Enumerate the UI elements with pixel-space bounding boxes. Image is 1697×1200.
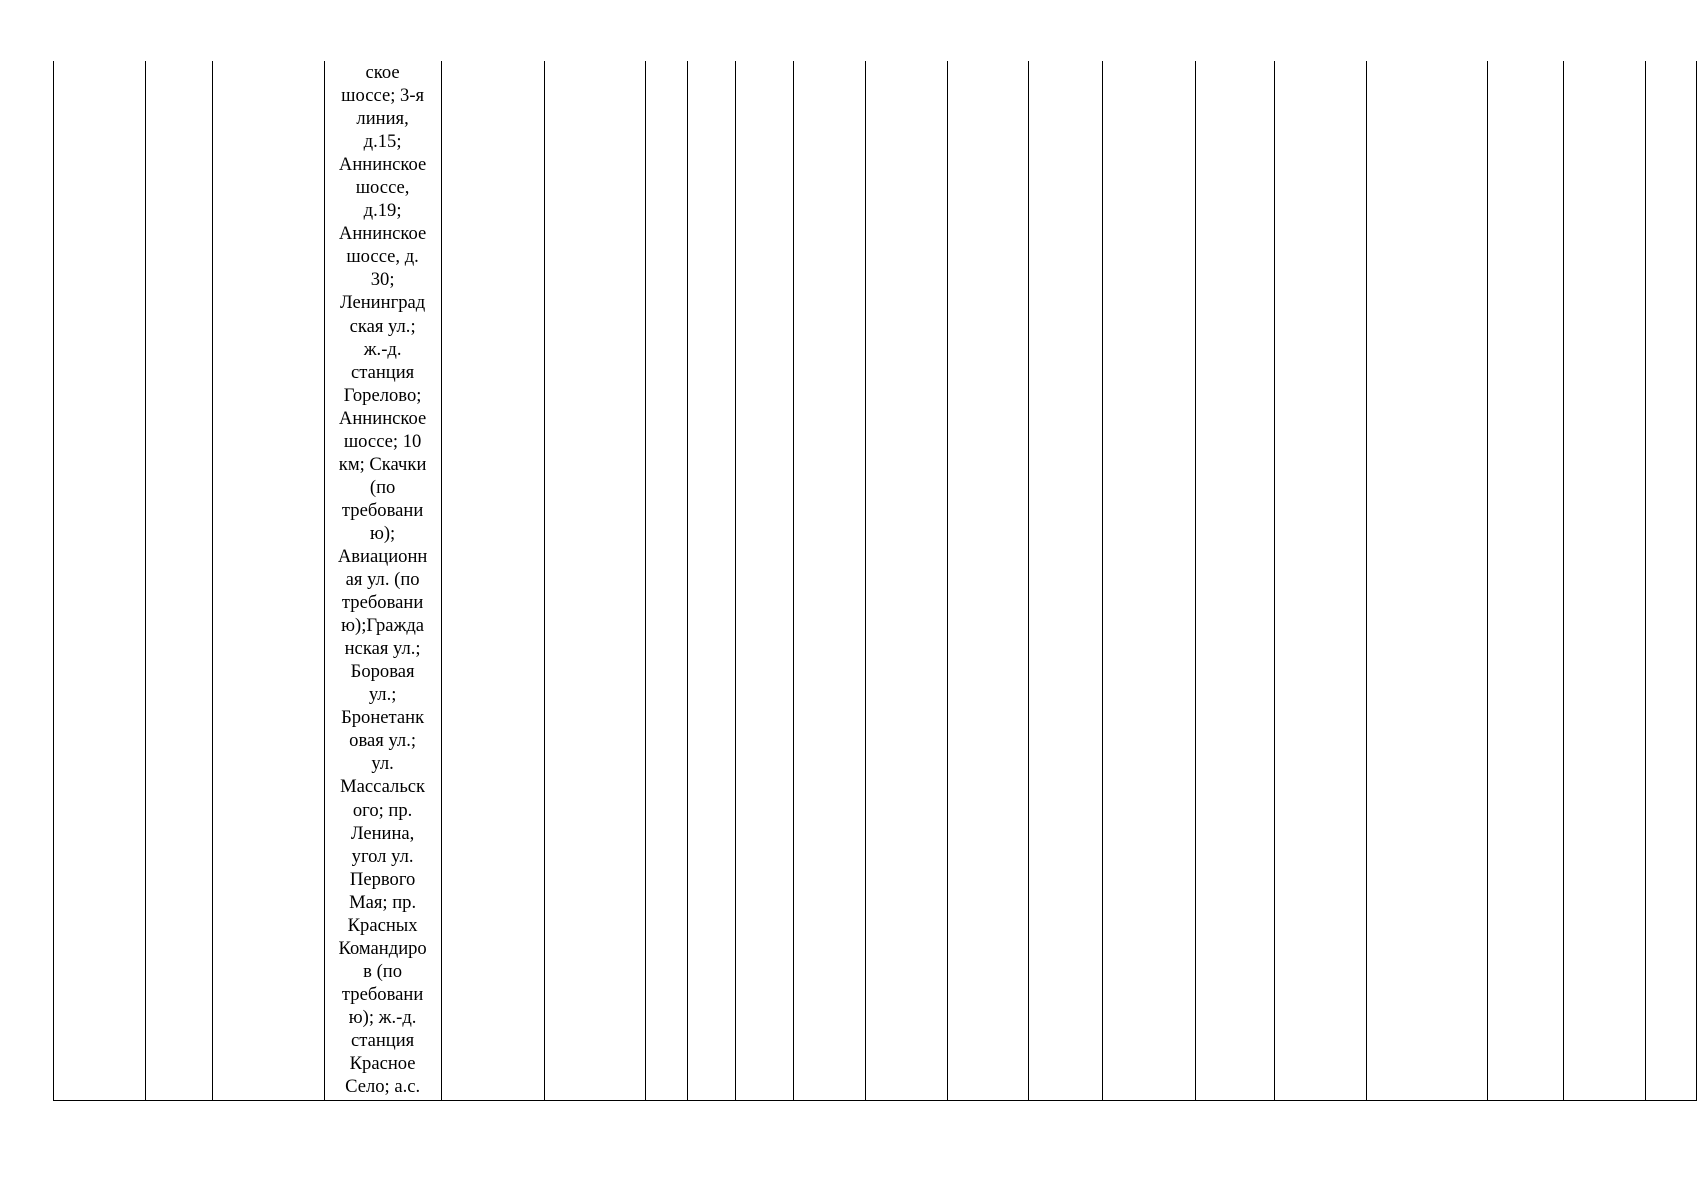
address-line: шоссе; 3-я [341, 85, 425, 107]
table-cell-empty [1646, 61, 1697, 1101]
address-line: шоссе, д. [346, 246, 419, 268]
address-line: Авиационн [337, 545, 428, 567]
table-cell-empty [1487, 61, 1563, 1101]
address-line: ая ул. (по [345, 569, 420, 591]
address-line: ого; пр. [352, 799, 413, 821]
table-cell-empty [688, 61, 736, 1101]
table-cell-empty [793, 61, 865, 1101]
address-line: линия, [356, 108, 409, 130]
address-line: станция [350, 361, 415, 383]
address-line: Аннинское [338, 223, 427, 245]
address-line: ул.; [368, 684, 397, 706]
table-cell-empty [736, 61, 794, 1101]
address-line: шоссе, [355, 177, 410, 199]
address-line: Боровая [350, 661, 415, 683]
address-line: ю); [369, 522, 396, 544]
address-line: 30; [370, 269, 395, 291]
table-cell-empty [1028, 61, 1102, 1101]
table-cell-empty [645, 61, 688, 1101]
address-line: ю);Гражда [341, 615, 425, 637]
address-line: овая ул.; [349, 730, 417, 752]
table-cell-empty [1275, 61, 1366, 1101]
address-line: Ленинград [339, 292, 426, 314]
address-line: Село; а.с. [345, 1076, 421, 1098]
address-line: Красное [349, 1053, 416, 1075]
address-line: Массальск [340, 776, 426, 798]
table-cell-empty [212, 61, 324, 1101]
address-line: требовани [341, 983, 424, 1005]
address-line: Красных [347, 914, 418, 936]
address-line: ж.-д. [363, 338, 402, 360]
table-cell-empty [544, 61, 645, 1101]
table-cell-empty [146, 61, 212, 1101]
address-line: шоссе; 10 [343, 430, 422, 452]
address-line: угол ул. [351, 845, 414, 867]
address-line: км; Скачки [338, 453, 427, 475]
address-line: ул. [371, 753, 394, 775]
address-line: ское [365, 62, 400, 83]
address-line: нская ул.; [344, 638, 421, 660]
address-line: Аннинское [338, 407, 427, 429]
table-cell-empty [1366, 61, 1487, 1101]
table-cell-empty [948, 61, 1028, 1101]
address-line: ю); ж.-д. [348, 1006, 417, 1028]
address-line: д.15; [363, 131, 402, 153]
address-line: Горелово; [343, 384, 422, 406]
address-line: Ленина, [350, 822, 415, 844]
address-line: ская ул.; [349, 315, 416, 337]
table-cell-empty [865, 61, 947, 1101]
address-line: в (по [363, 960, 403, 982]
address-line: Мая; пр. [349, 891, 417, 913]
address-line: д.19; [363, 200, 402, 222]
table-cell-empty [1563, 61, 1645, 1101]
address-cell [324, 61, 441, 1101]
address-line: Первого [349, 868, 416, 890]
address-line: станция [350, 1029, 415, 1051]
address-line: требовани [341, 592, 424, 614]
table-cell-empty [1196, 61, 1275, 1101]
address-line: Командиро [338, 937, 427, 959]
address-line: Бронетанк [341, 707, 425, 729]
table-cell-empty [1102, 61, 1195, 1101]
address-line: (по [369, 476, 396, 498]
route-table [53, 61, 1697, 1101]
table-cell-empty [441, 61, 544, 1101]
address-line: Аннинское [338, 154, 427, 176]
address-line: требовани [341, 499, 424, 521]
table-row [54, 61, 1697, 1101]
table-cell-empty [54, 61, 146, 1101]
